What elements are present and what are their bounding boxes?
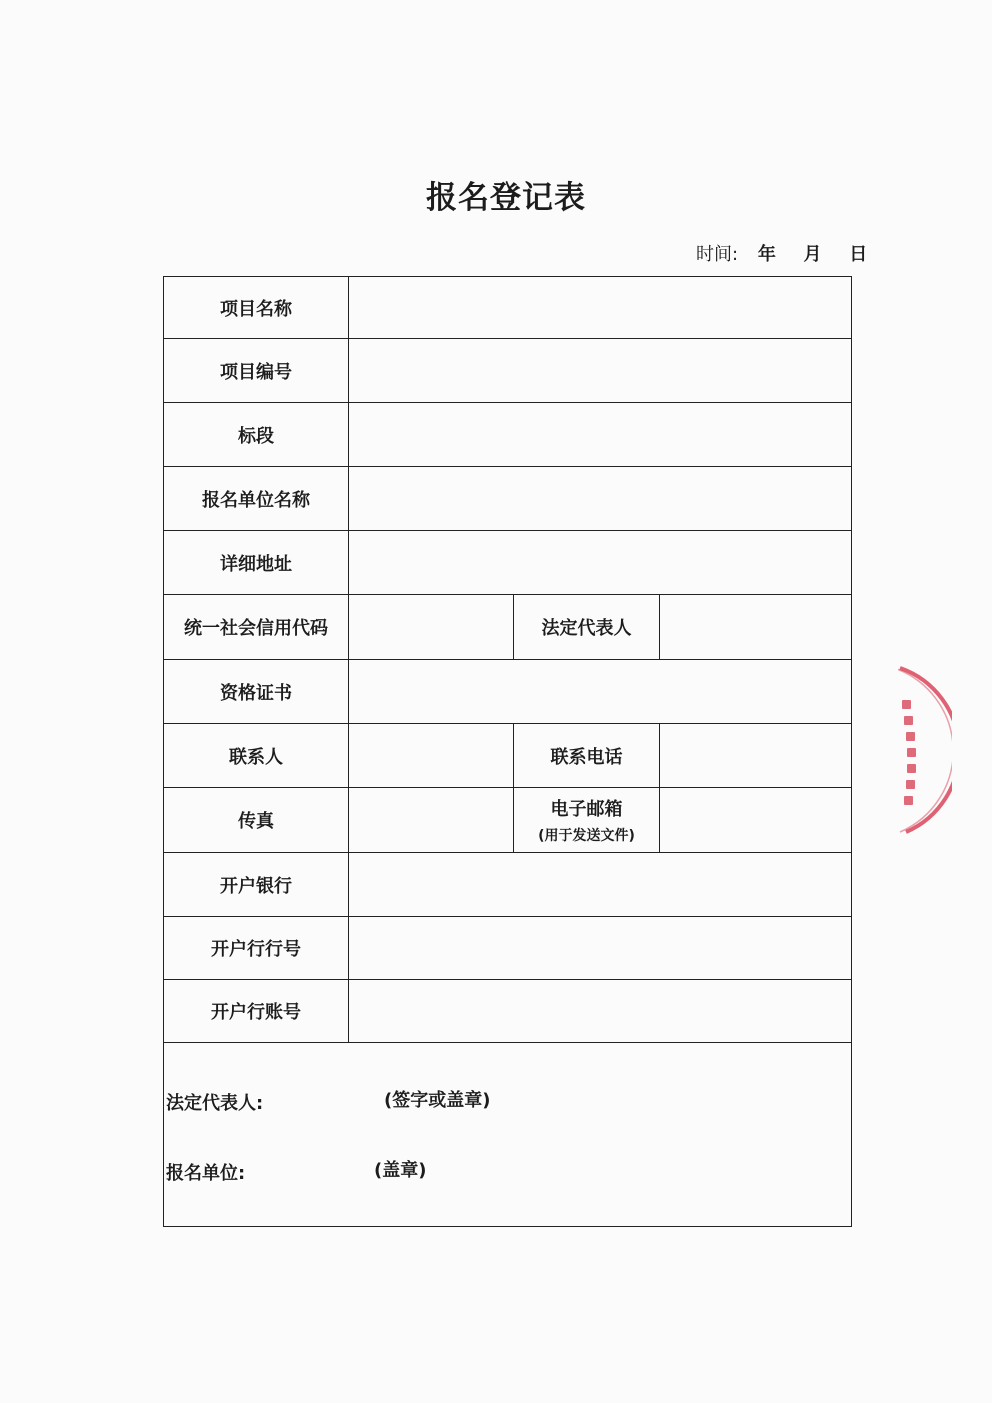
date-month: 月	[803, 244, 822, 265]
fax-field[interactable]	[349, 788, 514, 853]
date-line	[696, 240, 867, 266]
credit-code-label: 统一社会信用代码	[164, 595, 349, 660]
signature-area	[164, 1043, 852, 1227]
address-field[interactable]	[349, 531, 852, 595]
legal-rep-signature-note: (签字或盖章)	[384, 1090, 491, 1111]
email-label: 电子邮箱	[550, 799, 623, 820]
official-seal-stamp	[898, 664, 952, 836]
bank-code-label: 开户行行号	[164, 917, 349, 980]
address-label: 详细地址	[164, 531, 349, 595]
legal-rep-signature-label: 法定代表人:	[166, 1093, 264, 1114]
unit-seal-note: (盖章)	[374, 1160, 427, 1181]
project-number-field[interactable]	[349, 339, 852, 403]
bank-account-field[interactable]	[349, 980, 852, 1043]
page-title: 报名登记表	[426, 180, 586, 216]
qualification-label: 资格证书	[164, 660, 349, 724]
date-year: 年	[757, 244, 776, 265]
project-number-label: 项目编号	[164, 339, 349, 403]
bank-label: 开户银行	[164, 853, 349, 917]
phone-label: 联系电话	[514, 724, 660, 788]
legal-rep-signature-row	[166, 1089, 491, 1115]
contact-field[interactable]	[349, 724, 514, 788]
legal-rep-field[interactable]	[660, 595, 852, 660]
credit-code-field[interactable]	[349, 595, 514, 660]
unit-seal-label: 报名单位:	[166, 1163, 246, 1184]
date-day: 日	[849, 244, 868, 265]
legal-rep-label: 法定代表人	[514, 595, 660, 660]
date-label: 时间:	[696, 244, 739, 265]
unit-seal-row	[166, 1159, 427, 1185]
email-note: (用于发送文件)	[538, 828, 635, 844]
bank-account-label: 开户行账号	[164, 980, 349, 1043]
bank-field[interactable]	[349, 853, 852, 917]
registration-form	[163, 276, 852, 1227]
phone-field[interactable]	[660, 724, 852, 788]
bank-code-field[interactable]	[349, 917, 852, 980]
contact-label: 联系人	[164, 724, 349, 788]
qualification-field[interactable]	[349, 660, 852, 724]
project-name-label: 项目名称	[164, 277, 349, 339]
section-label: 标段	[164, 403, 349, 467]
fax-label: 传真	[164, 788, 349, 853]
registrant-name-label: 报名单位名称	[164, 467, 349, 531]
email-field[interactable]	[660, 788, 852, 853]
project-name-field[interactable]	[349, 277, 852, 339]
section-field[interactable]	[349, 403, 852, 467]
registrant-name-field[interactable]	[349, 467, 852, 531]
email-label-cell	[514, 788, 660, 853]
seal-arc-icon	[898, 664, 952, 836]
